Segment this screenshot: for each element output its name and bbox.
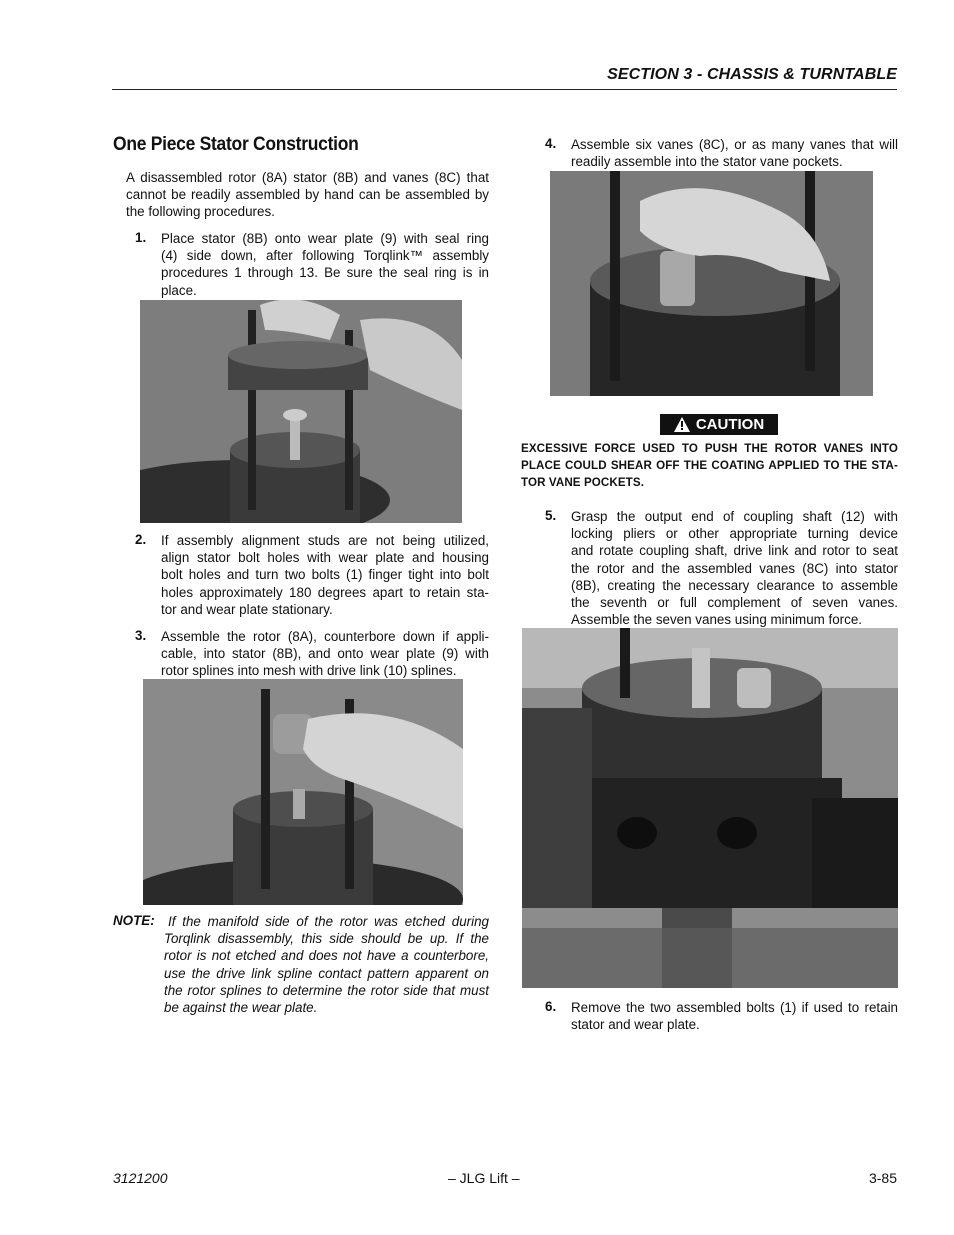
step-1-number: 1. — [135, 230, 147, 245]
caution-line-1: EXCESSIVE FORCE USED TO PUSH THE ROTOR VANES INTO — [521, 442, 898, 455]
page-heading: One Piece Stator Construction — [113, 134, 359, 155]
note-label: NOTE: — [113, 913, 155, 928]
step-3-line-2: cable, into stator (8B), and onto wear plate (9) with — [161, 646, 489, 662]
step-3-text — [161, 628, 489, 680]
section-title: SECTION 3 - CHASSIS & TURNTABLE — [607, 66, 897, 83]
step-2-number: 2. — [135, 532, 147, 547]
footer-center: – JLG Lift – — [448, 1170, 520, 1186]
note-line-6: be against the wear plate. — [164, 1000, 318, 1016]
caution-line-2: PLACE COULD SHEAR OFF THE COATING APPLIED TO THE STA- — [521, 459, 898, 473]
step-2-line-4: holes approximately 180 degrees apart to retain sta- — [161, 584, 489, 600]
footer-doc-number: 3121200 — [113, 1170, 168, 1186]
photo-rotor-assembly — [143, 679, 463, 905]
note-line-4: use the drive link spline contact pattern apparent on — [164, 965, 489, 981]
step-5-line-7: Assemble the seven vanes using minimum force. — [571, 612, 863, 628]
step-4-line-1: Assemble six vanes (8C), or as many vanes that will — [571, 137, 898, 152]
step-4-text — [571, 136, 898, 170]
step-6-number: 6. — [545, 999, 557, 1014]
caution-badge — [660, 414, 778, 435]
step-5-line-6: the seventh or full complement of seven vanes. — [571, 595, 898, 611]
step-5-line-5: (8B), creating the necessary clearance to assemble — [571, 577, 898, 593]
photo-stator-on-wear-plate — [140, 300, 462, 523]
caution-line-3: TOR VANE POCKETS. — [521, 476, 645, 490]
header-rule — [112, 89, 897, 90]
step-5-text — [571, 508, 898, 628]
footer-page-number: 3-85 — [868, 1170, 897, 1186]
note-text — [164, 913, 489, 1016]
note-line-1: If the manifold side of the rotor was etched during — [168, 914, 489, 929]
step-6-line-1: Remove the two assembled bolts (1) if used to retain — [571, 1000, 898, 1015]
photo-complete-vanes — [522, 628, 898, 988]
step-2-line-5: tor and wear plate stationary. — [161, 601, 333, 617]
step-2-line-3: bolt holes and turn two bolts (1) finger tight into bolt — [161, 567, 489, 583]
step-5-line-2: locking pliers or other appropriate turning device — [571, 526, 898, 542]
step-4-number: 4. — [545, 136, 557, 151]
photo-vane-assembly — [550, 171, 873, 396]
step-4-line-2: readily assemble into the stator vane pockets. — [571, 154, 843, 170]
step-2-line-1: If assembly alignment studs are not being utilized, — [161, 533, 489, 548]
step-5-number: 5. — [545, 508, 557, 523]
step-2-text — [161, 532, 489, 618]
step-3-line-3: rotor splines into mesh with drive link (10) splines. — [161, 663, 457, 679]
step-5-line-3: and rotate coupling shaft, drive link and rotor to seat — [571, 543, 898, 559]
note-line-2: Torqlink disassembly, this side should be up. If the — [164, 931, 489, 947]
step-6-text — [571, 999, 898, 1033]
intro-paragraph: A disassembled rotor (8A) stator (8B) and vanes (8C) that cannot be readily assembled by hand can be assembled by the following procedures. — [126, 170, 489, 220]
step-3-line-1: Assemble the rotor (8A), counterbore down if appli- — [161, 629, 489, 644]
step-5-line-1: Grasp the output end of coupling shaft (12) with — [571, 509, 898, 524]
step-1-line-3: procedures 1 through 13. Be sure the seal ring is in — [161, 265, 489, 281]
step-6-line-2: stator and wear plate. — [571, 1017, 700, 1033]
step-1-text — [161, 230, 489, 299]
step-5-line-4: the rotor and the assembled vanes (8C) into stator — [571, 560, 898, 576]
warning-triangle-icon — [674, 417, 690, 432]
step-1-line-2: (4) side down, after following Torqlink™ assembly — [161, 248, 489, 264]
step-3-number: 3. — [135, 628, 147, 643]
step-1-line-1: Place stator (8B) onto wear plate (9) with seal ring — [161, 231, 489, 246]
caution-label: CAUTION — [695, 416, 765, 433]
caution-text — [521, 440, 898, 492]
note-line-3: rotor is not etched and does not have a counterbore, — [164, 948, 489, 964]
step-1-line-4: place. — [161, 282, 197, 298]
step-2-line-2: align stator bolt holes with wear plate and housing — [161, 550, 489, 566]
note-line-5: the rotor splines to determine the rotor side that must — [164, 982, 489, 998]
